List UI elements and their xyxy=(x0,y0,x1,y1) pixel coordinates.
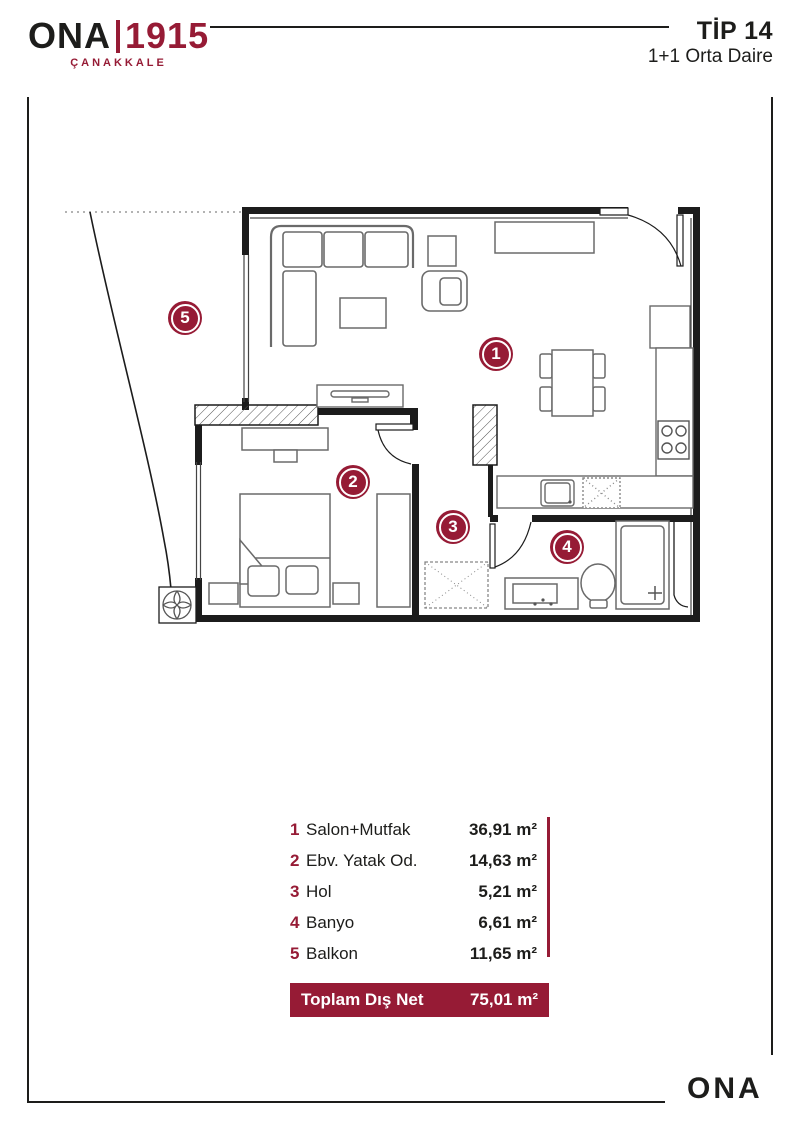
dresser xyxy=(242,428,328,462)
row-name: Hol xyxy=(306,881,332,901)
room-marker-5: 5 xyxy=(168,301,202,335)
row-area: 6,61 m² xyxy=(478,912,537,932)
table-row xyxy=(290,938,549,969)
armchair xyxy=(422,271,467,311)
room-marker-3: 3 xyxy=(436,510,470,544)
row-number: 3 xyxy=(290,881,300,901)
row-number: 4 xyxy=(290,912,300,932)
hall-closet xyxy=(425,562,488,608)
shower xyxy=(616,521,669,609)
row-area: 36,91 m² xyxy=(468,819,537,839)
fan-icon xyxy=(159,587,196,623)
row-number: 5 xyxy=(290,943,300,963)
toilet-icon xyxy=(581,564,615,608)
sofa xyxy=(271,226,413,347)
brand-city: ÇANAKKALE xyxy=(70,57,167,69)
balcony-boundary xyxy=(65,212,242,589)
legend-divider xyxy=(547,817,550,957)
row-number: 1 xyxy=(290,819,300,839)
brand-name: ONA xyxy=(28,15,111,56)
table-row xyxy=(290,814,549,845)
total-row xyxy=(290,983,549,1017)
row-name: Banyo xyxy=(306,912,355,932)
total-value: 75,01 m² xyxy=(469,990,538,1009)
unit-type-title: TİP 14 xyxy=(696,17,773,45)
row-area: 14,63 m² xyxy=(468,850,537,870)
row-area: 11,65 m² xyxy=(469,943,537,963)
wardrobe xyxy=(377,494,410,607)
room-marker-1: 1 xyxy=(479,337,513,371)
total-label: Toplam Dış Net xyxy=(301,990,424,1009)
side-table xyxy=(428,236,456,266)
room-marker-2: 2 xyxy=(336,465,370,499)
area-table xyxy=(290,814,549,1017)
row-number: 2 xyxy=(290,850,300,870)
table-row xyxy=(290,907,549,938)
bed xyxy=(240,494,330,607)
row-name: Salon+Mutfak xyxy=(306,819,411,839)
row-name: Ebv. Yatak Od. xyxy=(306,850,418,870)
dining-set xyxy=(540,350,605,416)
table-row xyxy=(290,876,549,907)
row-name: Balkon xyxy=(306,943,358,963)
area-table-rows xyxy=(290,814,549,969)
row-area: 5,21 m² xyxy=(478,881,537,901)
room-marker-4: 4 xyxy=(550,530,584,564)
unit-type-subtitle: 1+1 Orta Daire xyxy=(647,45,773,67)
vanity xyxy=(505,578,578,609)
coffee-table xyxy=(340,298,386,328)
table-row xyxy=(290,845,549,876)
brand-year: 1915 xyxy=(125,15,210,56)
tv-unit xyxy=(317,385,403,407)
footer-brand-logo: ONA xyxy=(687,1072,763,1105)
console xyxy=(495,222,594,253)
doors xyxy=(376,208,683,568)
